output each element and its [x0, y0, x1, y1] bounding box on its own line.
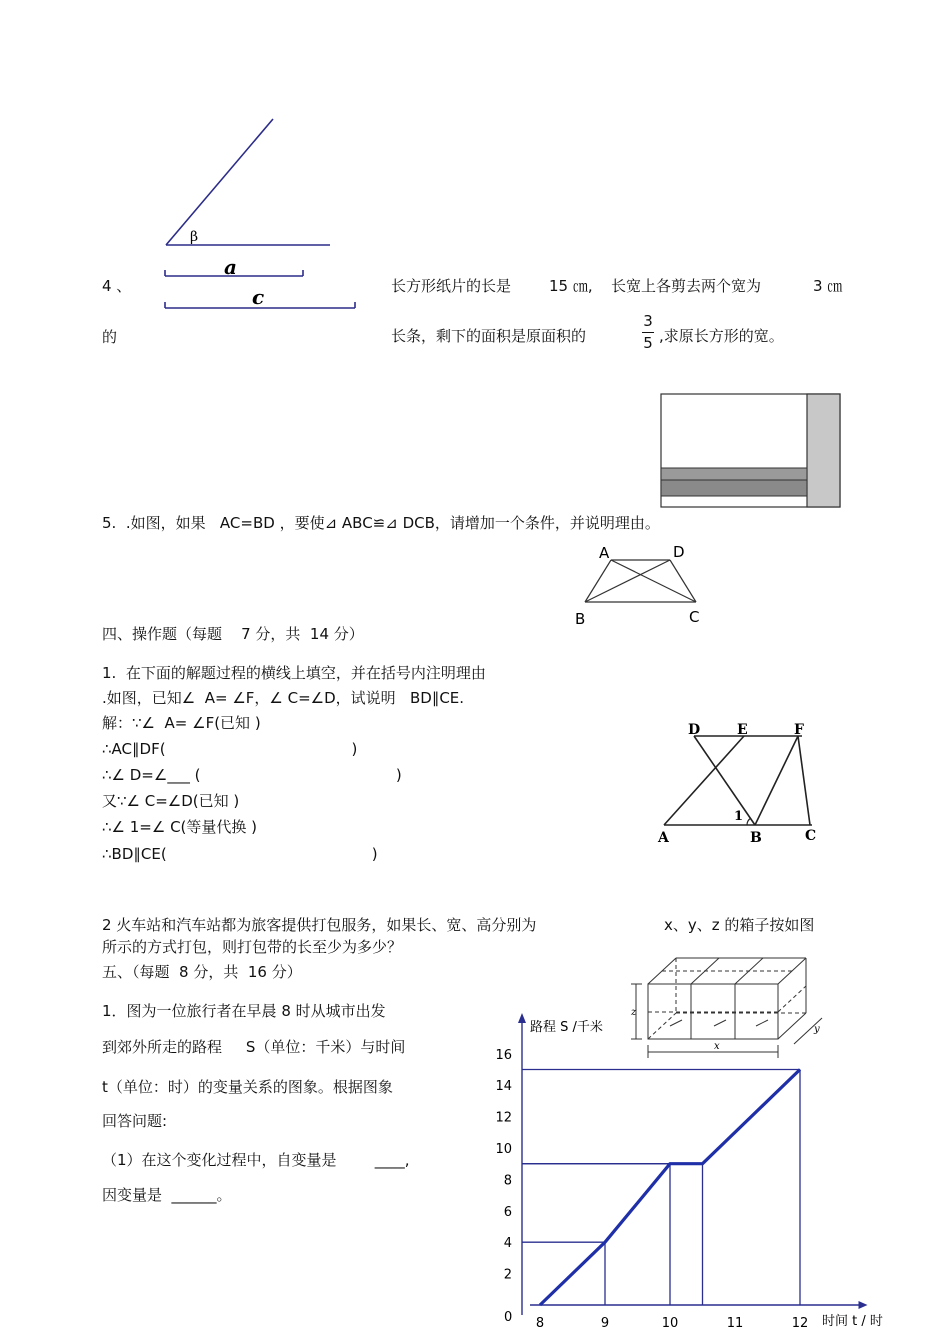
x-tick-label: 10 — [661, 1316, 679, 1331]
q5-label-a: A — [599, 544, 610, 562]
y-tick-label: 16 — [495, 1047, 512, 1063]
x-axis-title: 时间 t / 时 — [822, 1314, 883, 1329]
proof-step-2: ∴AC∥DF( ) — [102, 740, 358, 758]
y-tick-label: 10 — [495, 1142, 512, 1157]
sec4-q1-given: .如图，已知∠ A= ∠F，∠ C=∠D，试说明 BD∥CE. — [102, 689, 465, 707]
y-tick-label: 2 — [503, 1267, 512, 1283]
q2-line2: 所示的方式打包，则打包带的长至少为多少？ — [102, 938, 403, 956]
q4-line2: 长条，剩下的面积是原面积的 — [391, 327, 587, 345]
sec5-para-4: 回答问题: — [102, 1112, 168, 1130]
x-tick-label: 8 — [535, 1316, 545, 1331]
box-label-y: y — [814, 1024, 820, 1035]
fig-label-a: A — [658, 830, 669, 846]
origin-label: 0 — [504, 1310, 513, 1325]
x-tick-label: 9 — [600, 1316, 610, 1331]
q4-fraction-numerator: 3 — [643, 312, 653, 330]
q4-line1b: 长宽上各剪去两个宽为 — [611, 277, 762, 295]
q5-label-d: D — [673, 543, 685, 561]
q5-triangles-figure — [570, 540, 710, 632]
y-tick-label: 14 — [495, 1079, 512, 1095]
box-label-x: x — [714, 1041, 720, 1052]
sec5-para-6: 因变量是 ______。 — [102, 1186, 232, 1204]
sec4-q1-intro: 1. 在下面的解题过程的横线上填空，并在括号内注明理由 — [102, 664, 486, 682]
paper-rectangle-figure — [660, 393, 842, 509]
q4-width: 3 ㎝ — [813, 277, 843, 295]
fig-label-angle-1: 1 — [734, 809, 744, 824]
q4-line1: 长方形纸片的长是 — [391, 277, 512, 295]
q5-label-c: C — [689, 608, 700, 626]
proof-step-3: ∴∠ D=∠___ ( ) — [102, 766, 402, 784]
q5-label-b: B — [575, 610, 586, 628]
segment-a-label: a — [224, 255, 237, 279]
sec5-para-1: 1．图为一位旅行者在早晨 8 时从城市出发 — [102, 1002, 386, 1020]
proof-step-1: 解：∵∠ A= ∠F(已知 ) — [102, 714, 261, 732]
q4-number: 4 、 — [102, 277, 132, 295]
y-tick-label: 8 — [503, 1173, 512, 1189]
q4-line2b: ,求原长方形的宽。 — [659, 327, 784, 345]
q2-line1: 2 火车站和汽车站都为旅客提供打包服务，如果长、宽、高分别为 — [102, 916, 537, 934]
box-label-z: z — [631, 1007, 637, 1018]
y-tick-label: 6 — [503, 1204, 512, 1220]
section4-title: 四、操作题（每题 7 分，共 14 分） — [102, 625, 364, 643]
fig-label-c: C — [805, 828, 817, 844]
q4-length: 15 ㎝, — [549, 277, 593, 295]
fig-label-d: D — [688, 722, 701, 738]
q2-xyz: x、y、z 的箱子按如图 — [664, 916, 815, 934]
y-axis-arrow — [518, 1013, 526, 1023]
fig-label-f: F — [794, 722, 804, 738]
sec5-para-3: t（单位：时）的变量关系的图象。根据图象 — [102, 1078, 393, 1096]
x-axis-arrow — [859, 1301, 868, 1309]
q4-de: 的 — [102, 328, 118, 346]
q4-fraction — [638, 314, 658, 351]
x-tick-label: 11 — [726, 1316, 744, 1331]
y-tick-label: 12 — [495, 1110, 512, 1126]
segment-c-label: c — [252, 285, 265, 309]
fig-label-b: B — [750, 830, 762, 846]
proof-step-4: 又∵∠ C=∠D(已知 ) — [102, 792, 240, 810]
section5-title: 五、（每题 8 分，共 16 分） — [102, 963, 302, 981]
angle-beta-label: β — [190, 229, 199, 245]
proof-step-5: ∴∠ 1=∠ C(等量代换 ) — [102, 818, 258, 836]
x-tick-label: 12 — [791, 1316, 809, 1331]
proof-step-6: ∴BD∥CE( ) — [102, 845, 378, 863]
sec5-para-5: （1）在这个变化过程中，自变量是 ____, — [102, 1151, 410, 1169]
q4-fraction-denominator: 5 — [643, 334, 653, 352]
y-axis-title: 路程 S /千米 — [530, 1020, 603, 1035]
parallel-lines-figure — [650, 718, 825, 848]
q5-text: 5. .如图，如果 AC=BD ，要使⊿ ABC≌⊿ DCB，请增加一个条件，并说明理由。 — [102, 514, 660, 532]
y-tick-label: 4 — [503, 1236, 512, 1252]
segments-figure — [160, 256, 360, 316]
sec5-para-2: 到郊外所走的路程 S（单位：千米）与时间 — [102, 1038, 406, 1056]
distance-time-chart — [490, 1005, 900, 1340]
fig-label-e: E — [737, 722, 748, 738]
angle-beta-figure — [150, 110, 340, 255]
